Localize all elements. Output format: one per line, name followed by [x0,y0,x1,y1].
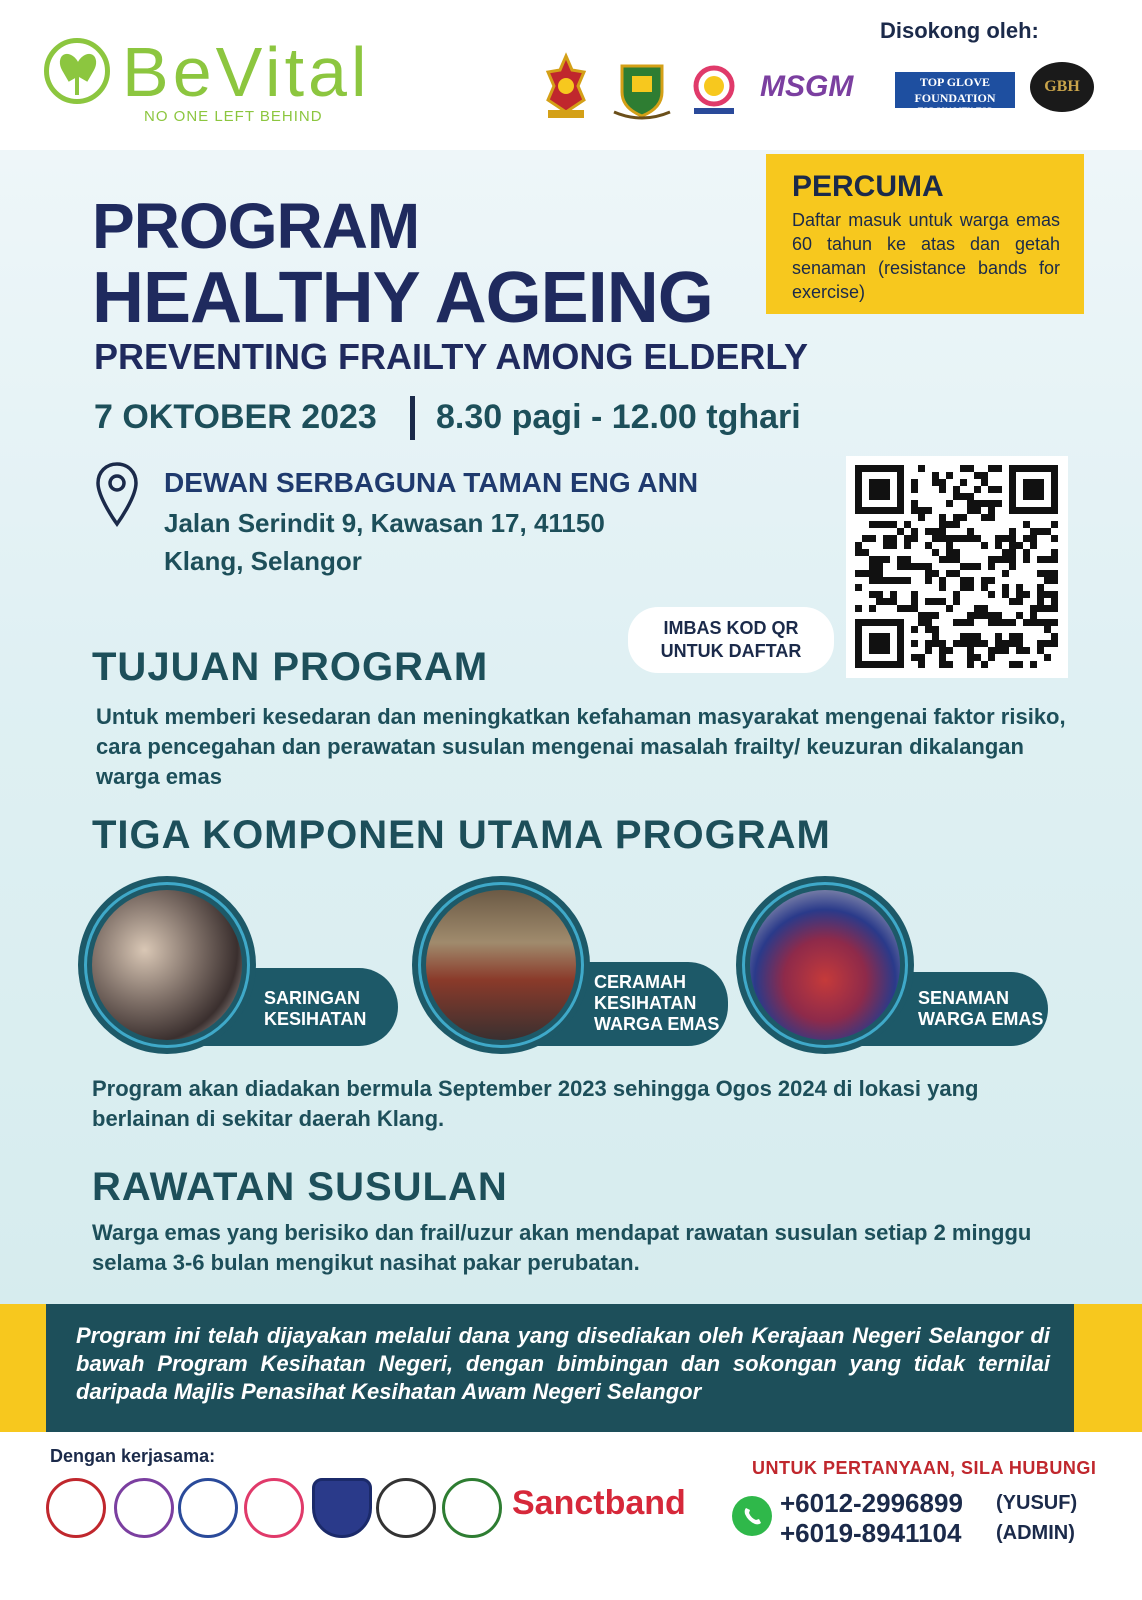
kewasia-logo [442,1478,502,1538]
component-label: CERAMAH KESIHATAN WARGA EMAS [532,962,728,1046]
exercise-photo [750,890,900,1040]
percuma-text: Daftar masuk untuk warga emas 60 tahun ke atas dan getah senaman (resistance bands for exercise) [792,210,1060,302]
rawatan-heading: RAWATAN SUSULAN [92,1165,508,1209]
component-photo-circle [736,876,914,1054]
title-program: PROGRAM [92,190,420,262]
component-photo-circle [78,876,256,1054]
health-screening-photo [92,890,242,1040]
partner-logo-1 [46,1478,106,1538]
component-ceramah-kesihatan [412,876,752,1056]
sanctband-logo: Sanctband [512,1484,686,1522]
partner-logo-4 [244,1478,304,1538]
gbh-logo: GBH [1030,62,1094,112]
scan-qr-label: IMBAS KOD QR UNTUK DAFTAR [628,607,834,673]
tujuan-text: Untuk memberi kesedaran dan meningkatkan kefahaman masyarakat mengenai faktor risiko, cara pencegahan dan perawatan susulan mengenai masalah frailty/ keuzuran dikalangan warga emas [96,704,1066,789]
venue-address-line1: Jalan Serindit 9, Kawasan 17, 41150 [164,508,605,538]
funding-box [46,1304,1074,1432]
tujuan-heading: TUJUAN PROGRAM [92,645,489,689]
contact-phone-1[interactable]: +6012-2996899 [780,1488,963,1518]
anjel-kesihatan-logo [690,64,738,116]
whatsapp-icon[interactable] [732,1496,772,1536]
logo-text: BeVital [122,33,371,111]
schedule-text: Program akan diadakan bermula September 2023 sehingga Ogos 2024 di lokasi yang berlainan di sekitar daerah Klang. [92,1076,979,1131]
component-senaman-warga-emas [736,876,1076,1056]
event-time: 8.30 pagi - 12.00 tghari [436,398,801,436]
date-time-divider [410,396,415,440]
component-saringan-kesihatan [78,876,418,1056]
event-date: 7 OKTOBER 2023 [94,398,377,436]
components-heading: TIGA KOMPONEN UTAMA PROGRAM [92,813,831,857]
bevital-logo [44,30,474,130]
selangor-crest-icon [538,52,594,122]
klang-council-crest-icon [610,52,674,122]
pawe-logo [114,1478,174,1538]
title-healthy-ageing: HEALTHY AGEING [92,258,713,338]
contact-name-1: (YUSUF) [996,1492,1078,1514]
msgm-logo: MSGM [760,70,854,103]
contact-label: UNTUK PERTANYAAN, SILA HUBUNGI [752,1458,1097,1478]
supported-by-label: Disokong oleh: [880,18,1039,43]
contact-name-2: (ADMIN) [996,1522,1075,1544]
sukran-logo [376,1478,436,1538]
component-photo-circle [412,876,590,1054]
component-label: SARINGAN KESIHATAN [198,968,398,1046]
venue-name: DEWAN SERBAGUNA TAMAN ENG ANN [164,467,699,498]
location-pin-icon [94,460,140,530]
police-badge-logo [312,1478,372,1538]
logo-tagline: NO ONE LEFT BEHIND [144,108,323,125]
funding-text: Program ini telah dijayakan melalui dana yang disediakan oleh Kerajaan Negeri Selangor di bawah Program Kesihatan Negeri, dengan bimbingan dan sokongan yang tidak ternilai daripada Majlis Penasihat Kesihatan Awam Negeri Selangor [76,1323,1050,1404]
partner-logo-3 [178,1478,238,1538]
component-label: SENAMAN WARGA EMAS [856,972,1048,1046]
rawatan-text: Warga emas yang berisiko dan frail/uzur akan mendapat rawatan susulan setiap 2 minggu selama 3-6 bulan mengikut nasihat pakar perubatan. [92,1220,1032,1275]
registration-qr-code[interactable] [846,456,1068,678]
sprout-icon [44,38,110,104]
contact-phone-2[interactable]: +6019-8941104 [780,1518,962,1548]
percuma-title: PERCUMA [792,170,944,203]
top-glove-foundation-logo: TOP GLOVE FOUNDATION TOP QUALITY, TOP EFFICIENCY [895,72,1015,108]
health-talk-photo [426,890,576,1040]
subtitle: PREVENTING FRAILTY AMONG ELDERLY [94,336,809,377]
partners-label: Dengan kerjasama: [50,1446,216,1466]
venue-address-line2: Klang, Selangor [164,546,362,576]
free-registration-box [766,154,1084,314]
